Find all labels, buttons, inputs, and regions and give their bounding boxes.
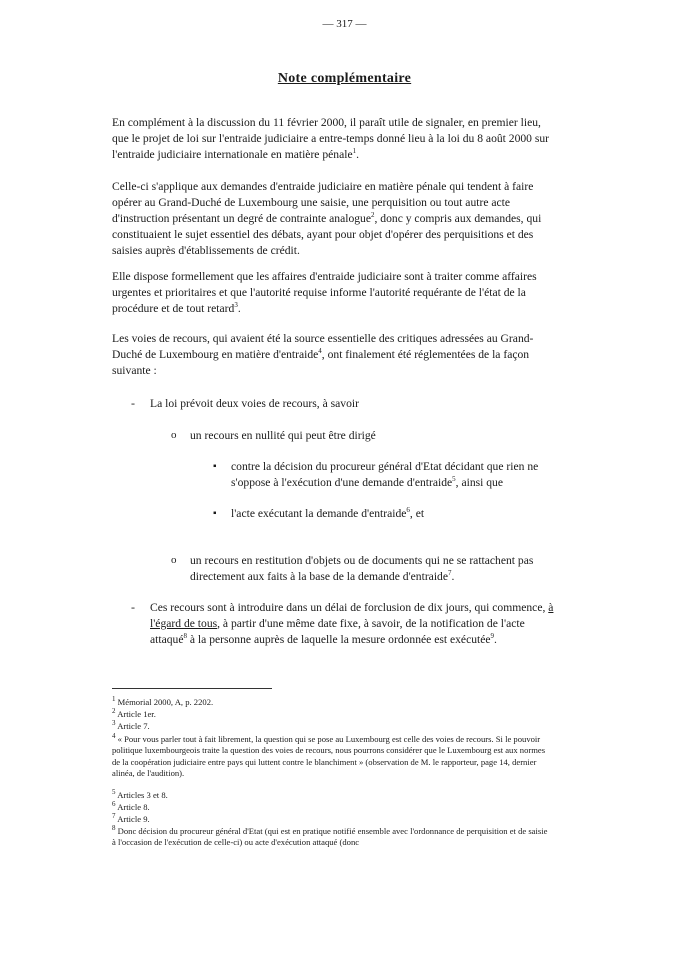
footnote-text: Article 9. (117, 814, 150, 824)
footnote-1 (112, 697, 552, 708)
footnote-number: 8 (112, 824, 116, 833)
footnote-3 (112, 721, 552, 732)
paragraph-1 (112, 115, 552, 163)
footnote-8 (112, 826, 552, 849)
footnote-ref: 8 (183, 632, 187, 641)
footnote-6 (112, 802, 552, 813)
circle-marker: o (171, 429, 177, 441)
sub-item-2 (190, 553, 560, 585)
sub-item-1-bullet-1 (231, 459, 556, 491)
footnote-ref: 7 (448, 569, 452, 578)
footnote-text: Mémorial 2000, A, p. 2202. (117, 697, 214, 707)
footnote-text: Articles 3 et 8. (117, 790, 168, 800)
paragraph-text: . (356, 148, 360, 161)
page-title: Note complémentaire (277, 71, 412, 86)
footnote-2 (112, 709, 552, 720)
list-text: . (494, 633, 497, 646)
dash-marker: - (131, 600, 135, 614)
list-text: contre la décision du procureur général d'Etat décidant que rien ne s'oppose à l'exécution d'une demande d'entraide (231, 460, 539, 489)
footnote-number: 5 (112, 788, 116, 797)
circle-marker: o (171, 554, 177, 566)
footnote-number: 6 (112, 800, 116, 809)
paragraph-text: Les voies de recours, qui avaient été la source essentielle des critiques adressées au Grand-Duché de Luxembourg en matière d'entraide (112, 332, 534, 361)
list-text: , à partir d'une même date fixe, à savoir, de la notification de l'acte attaqué (150, 617, 525, 646)
footnote-text: Article 1er. (117, 709, 156, 719)
paragraph-text: , donc y compris aux demandes, qui constituaient le sujet essentiel des débats, ayant pour objet d'opérer des perquisitions et des saisies auprès d'établissements de crédit. (112, 212, 542, 257)
sub-item-1-bullet-2 (231, 506, 556, 522)
footnote-7 (112, 814, 552, 825)
underlined-text: à l'égard de tous (150, 601, 554, 630)
list-text: l'acte exécutant la demande d'entraide (231, 507, 407, 520)
footnote-number: 7 (112, 812, 116, 821)
footnote-ref: 6 (406, 506, 410, 515)
paragraph-text: . (237, 302, 241, 315)
dash-marker: - (131, 396, 135, 410)
footnote-ref: 4 (318, 347, 322, 356)
paragraph-text: Elle dispose formellement que les affaires d'entraide judiciaire sont à traiter comme affaires urgentes et prioritaires et que l'autorité requise informe l'autorité requérante de l'état de la procédure et de tout retard (112, 270, 537, 315)
page-number: — 317 — (322, 18, 367, 30)
footnote-5 (112, 790, 552, 801)
paragraph-text: Celle-ci s'applique aux demandes d'entraide judiciaire en matière pénale qui tendent à faire opérer au Grand-Duché de Luxembourg une saisie, une perquisition ou tout autre acte d'instruction présentant un degré de contrainte analogue (112, 180, 534, 225)
list-text: , ainsi que (455, 476, 503, 489)
footnote-number: 3 (112, 719, 116, 728)
footnote-number: 4 (112, 732, 116, 741)
list-text: Ces recours sont à introduire dans un délai de forclusion de dix jours, qui commence, (150, 601, 549, 614)
footnote-text: Article 8. (117, 802, 150, 812)
footnote-text: Donc décision du procureur général d'Etat (qui est en pratique notifié ensemble avec l'ordonnance de perquisition et de saisie à l'occasion de l'exécution de celle-ci) ou acte d'exécution attaqué (donc (112, 826, 548, 848)
footnote-ref: 9 (490, 632, 495, 641)
list-text: à la personne auprès de laquelle la mesure ordonnée est exécutée (186, 633, 491, 646)
footnote-separator (112, 688, 272, 689)
paragraph-text: , ont finalement été réglementées de la façon suivante : (112, 348, 530, 377)
paragraph-4 (112, 331, 552, 379)
list-text: un recours en restitution d'objets ou de documents qui ne se rattachent pas directement aux faits à la base de la demande d'entraide (190, 554, 534, 583)
footnote-ref: 5 (452, 475, 456, 484)
footnote-ref: 2 (371, 211, 375, 220)
paragraph-3 (112, 269, 552, 317)
footnote-ref: 1 (352, 147, 357, 156)
list-text: . (451, 570, 455, 583)
footnote-ref: 3 (234, 301, 238, 310)
footnote-text: « Pour vous parler tout à fait librement, la question qui se pose au Luxembourg est celle des voies de recours. Si le pouvoir politique luxembourgeois traite la question des voies de recours, nous pourrons considérer que le Luxembourg est aux normes de la coopération judiciaire entre pays qui luttent contre le blanchiment » (observation de M. le rapporteur, page 14, dernier alinéa, de l'audition). (112, 734, 546, 779)
footnote-text: Article 7. (117, 721, 150, 731)
footnote-number: 2 (112, 707, 116, 716)
square-bullet-marker: ▪ (213, 508, 217, 519)
sub-item-1: un recours en nullité qui peut être dirigé (190, 429, 376, 442)
footnote-4 (112, 734, 552, 780)
list-item-2 (150, 600, 555, 648)
list-text: , et (409, 507, 425, 520)
list-item-1: La loi prévoit deux voies de recours, à savoir (150, 397, 359, 410)
paragraph-text: En complément à la discussion du 11 février 2000, il paraît utile de signaler, en premier lieu, que le projet de loi sur l'entraide judiciaire a entre-temps donné lieu à la loi du 8 août 2000 sur l'entraide judiciaire internationale en matière pénale (112, 116, 550, 161)
paragraph-2 (112, 179, 552, 259)
square-bullet-marker: ▪ (213, 461, 217, 472)
footnote-number: 1 (112, 695, 116, 704)
